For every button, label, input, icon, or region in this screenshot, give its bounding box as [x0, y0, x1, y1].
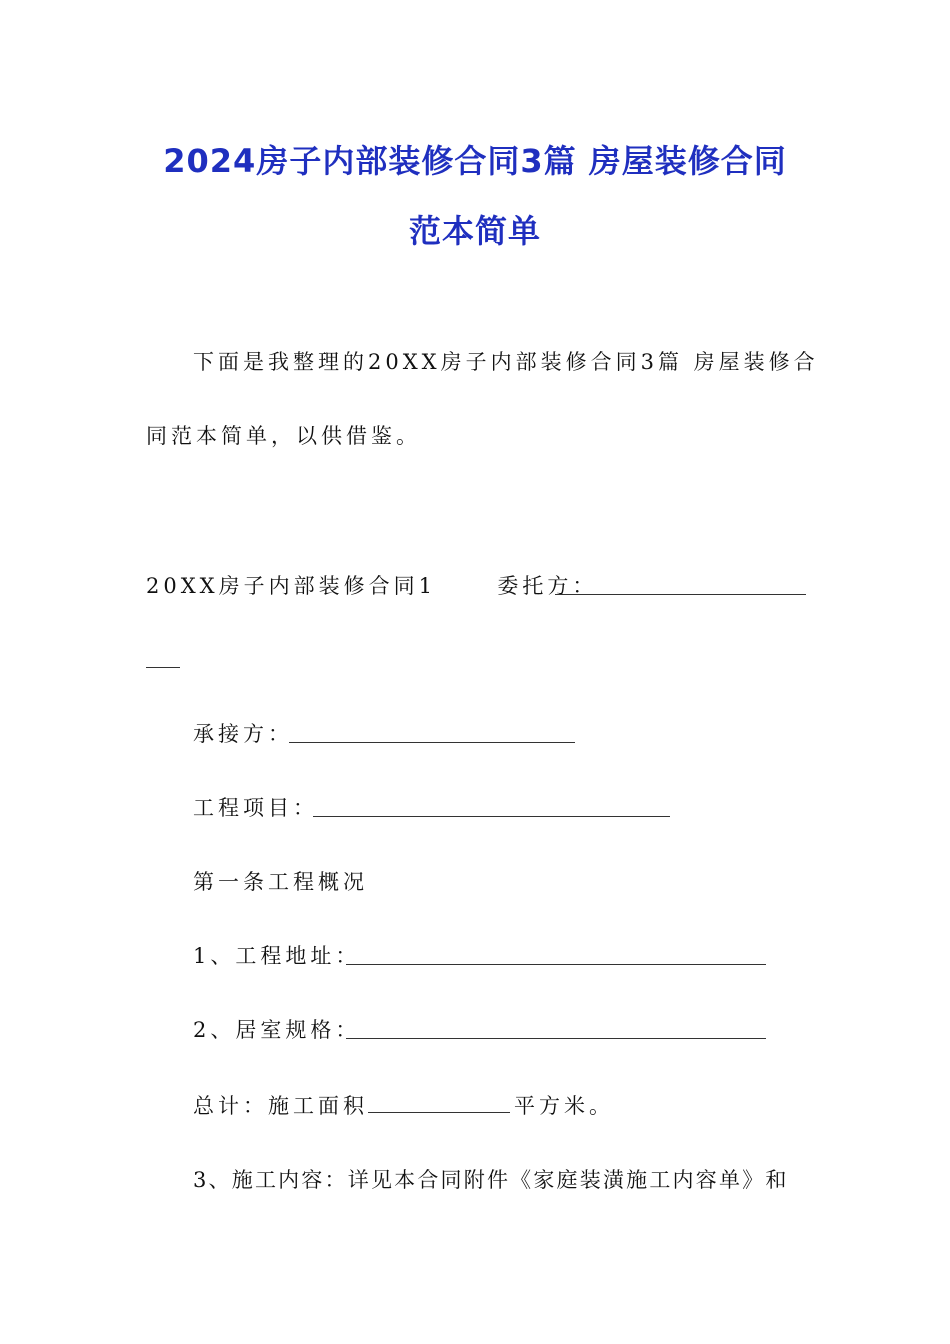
area-row: [193, 1092, 614, 1120]
client-blank: [555, 594, 806, 595]
area-prefix: 总计：施工面积: [193, 1094, 368, 1118]
spec-label: 2、居室规格：: [193, 1018, 361, 1042]
article-1-heading: 第一条工程概况: [193, 870, 368, 894]
document-title-line-1: 2024房子内部装修合同3篇 房屋装修合同: [163, 142, 787, 180]
contractor-blank: [289, 742, 575, 743]
content-line: 3、施工内容：详见本合同附件《家庭装潢施工内容单》和: [193, 1168, 789, 1192]
intro-line-1: 下面是我整理的20XX房子内部装修合同3篇 房屋装修合: [193, 350, 819, 374]
address-row: [193, 942, 360, 970]
address-label: 1、工程地址：: [193, 944, 361, 968]
area-blank: [368, 1092, 510, 1113]
client-label: 委托方：: [497, 574, 598, 598]
contractor-row: [193, 720, 293, 748]
client-blank-continued: [146, 667, 180, 668]
project-blank: [313, 816, 670, 817]
contractor-label: 承接方：: [193, 722, 293, 746]
spec-row: [193, 1016, 360, 1044]
project-label: 工程项目：: [193, 796, 318, 820]
address-blank: [346, 964, 766, 965]
contract-heading-row: [146, 572, 597, 600]
intro-line-2: 同范本简单，以供借鉴。: [146, 424, 421, 448]
project-row: [193, 794, 318, 822]
contract-heading: 20XX房子内部装修合同1: [146, 574, 436, 598]
spec-blank: [346, 1038, 766, 1039]
area-suffix: 平方米。: [514, 1094, 614, 1118]
document-title-line-2: 范本简单: [408, 212, 541, 250]
